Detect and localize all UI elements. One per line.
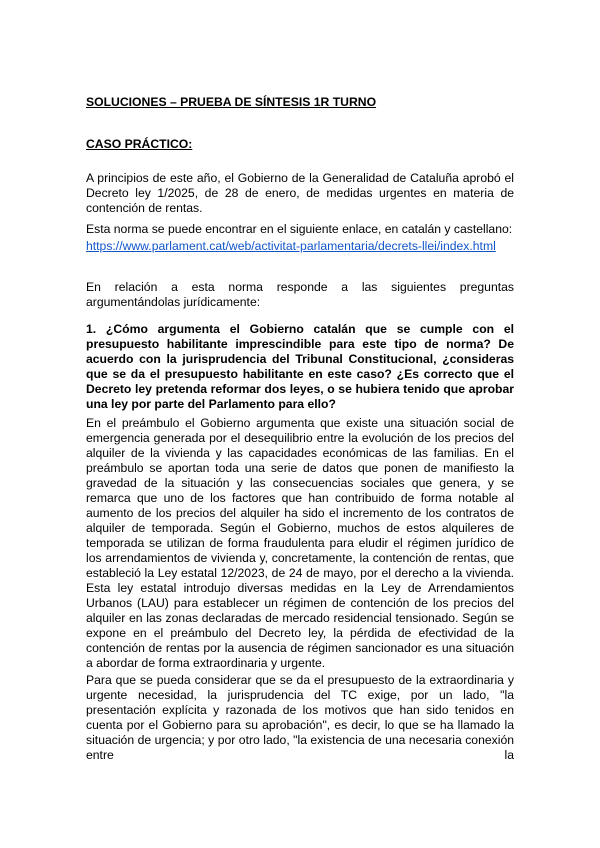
document-body xyxy=(86,95,514,769)
answer-paragraph-1: En el preámbulo el Gobierno argumenta que existe una situación social de emergencia generada por el desequilibrio entre la evolución de los precios del alquiler de la vivienda y las capacidades económicas de las familias. En el preámbulo se aportan toda una serie de datos que ponen de manifiesto la gravedad de la situación y las consecuencias sociales que genera, y se remarca que uno de los factores que han contribuido de forma notable al aumento de los precios del alquiler ha sido el incremento de los contratos de alquiler de temporada. Según el Gobierno, muchos de estos alquileres de temporada se utilizan de forma fraudulenta para eludir el régimen jurídico de los arrendamientos de vivienda y, concretamente, la contención de rentas, que estableció la Ley estatal 12/2023, de 24 de mayo, por el derecho a la vivienda. Esta ley estatal introdujo diversas medidas en la Ley de Arrendamientos Urbanos (LAU) para establecer un régimen de contención de los precios del alquiler en las zonas declaradas de mercado residencial tensionado. Según se expone en el preámbulo del Decreto ley, la pérdida de efectividad de la contención de rentas por la ausencia de régimen sancionador es una situación a abordar de forma extraordinaria y urgente. xyxy=(86,416,514,670)
parlament-link[interactable]: https://www.parlament.cat/web/activitat-parlamentaria/decrets-llei/index.html xyxy=(86,239,496,253)
instruction-paragraph: En relación a esta norma responde a las siguientes preguntas argumentándolas jurídicamente: xyxy=(86,280,514,309)
answer-paragraph-2: Para que se pueda considerar que se da el presupuesto de la extraordinaria y urgente necesidad, la jurisprudencia del TC exige, por un lado, "la presentación explícita y razonada de los motivos que han sido tenidos en cuenta por el Gobierno para su aprobación", es decir, lo que se ha llamado la situación de urgencia; y por otro lado, "la existencia de una necesaria conexión entre la xyxy=(86,673,514,762)
intro-paragraph: A principios de este año, el Gobierno de la Generalidad de Cataluña aprobó el Decreto ley 1/2025, de 28 de enero, de medidas urgentes en materia de contención de rentas. xyxy=(86,171,514,215)
link-intro: Esta norma se puede encontrar en el siguiente enlace, en catalán y castellano: xyxy=(86,222,513,236)
document-title: SOLUCIONES – PRUEBA DE SÍNTESIS 1R TURNO xyxy=(86,95,377,109)
case-title: CASO PRÁCTICO: xyxy=(86,137,193,151)
question-1: 1. ¿Cómo argumenta el Gobierno catalán que se cumple con el presupuesto habilitante imprescindible para este tipo de norma? De acuerdo con la jurisprudencia del Tribunal Constitucional, ¿consideras que se da el presupuesto habilitante en este caso? ¿Es correcto que el Decreto ley pretenda reformar dos leyes, o se hubiera tenido que aprobar una ley por parte del Parlamento para ello? xyxy=(86,322,514,411)
